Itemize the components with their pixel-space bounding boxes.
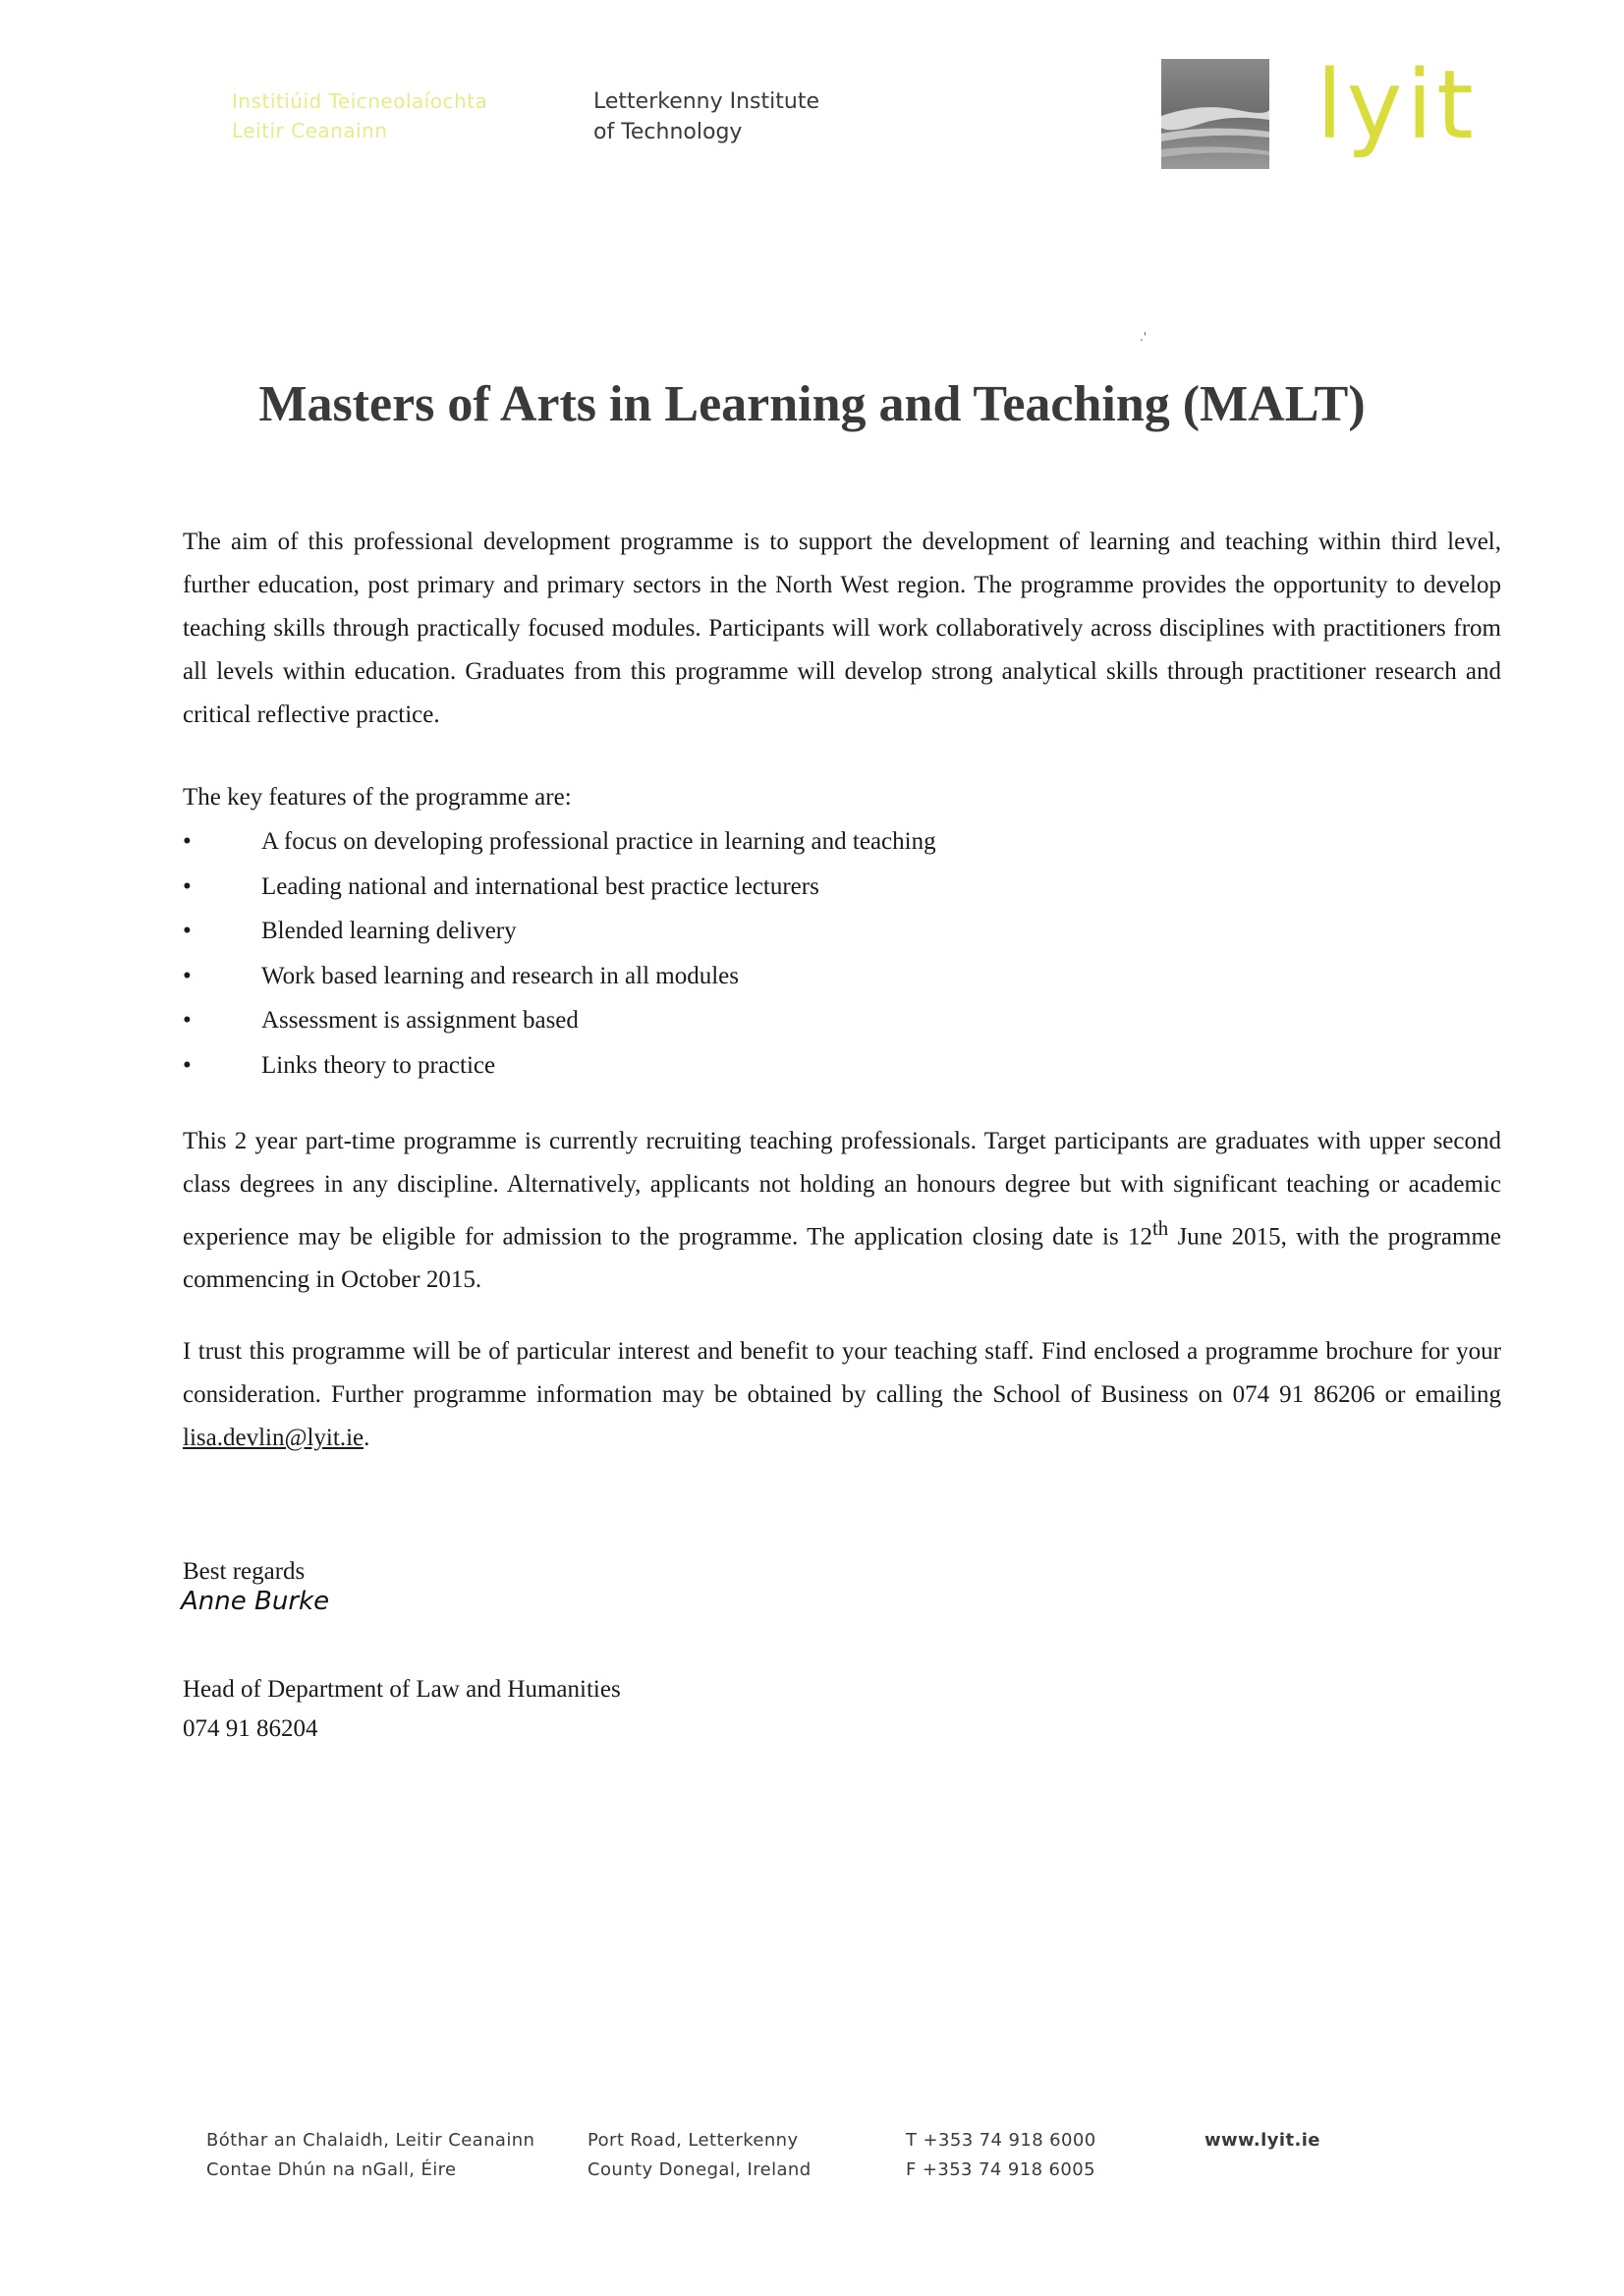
bullet: •	[183, 828, 192, 855]
intro-paragraph: The aim of this professional development programme is to support the development of learning and teaching within third level, further education, post primary and primary sectors in the North West region. The programme provides the opportunity to develop teaching skills through practically focused modules. Participants will work collaboratively across disciplines with practitioners from all levels within education. Graduates from this programme will develop strong analytical skills through practitioner research and critical reflective practice.	[183, 529, 1501, 728]
signatory-title: Head of Department of Law and Humanities	[183, 1676, 621, 1703]
feature-text: Work based learning and research in all modules	[261, 962, 740, 989]
recruitment-text: This 2 year part-time programme is currently recruiting teaching professionals. Target participants are graduates with upper second class degrees in any discipline. Alternatively, applicants not holding an honours degree but with significant teaching or academic experience may be eligible for admission to the programme. The application closing date is 12	[183, 1128, 1501, 1251]
signatory-phone: 074 91 86204	[183, 1715, 318, 1742]
recruitment-paragraph	[183, 1120, 1501, 1302]
footer-address-line1: Port Road, Letterkenny	[588, 2130, 799, 2151]
stray-mark: .'	[1140, 330, 1148, 344]
recruitment-text-end: June 2015, with the programme commencing in October 2015.	[183, 1223, 1501, 1294]
list-item	[183, 819, 1263, 865]
footer-fax: F +353 74 918 6005	[906, 2159, 1095, 2180]
lyit-logo-word: lyit	[1316, 50, 1478, 160]
feature-text: A focus on developing professional practice in learning and teaching	[261, 828, 936, 855]
footer-website	[1204, 2126, 1320, 2156]
signature: Anne Burke	[181, 1587, 330, 1616]
irish-institute-name	[232, 86, 546, 145]
features-list	[183, 819, 1263, 1088]
ordinal-suffix: th	[1152, 1216, 1169, 1240]
contact-end: .	[364, 1425, 370, 1451]
email-link[interactable]: lisa.devlin@lyit.ie	[183, 1425, 364, 1451]
institute-name-line1: Letterkenny Institute	[593, 89, 819, 114]
signatory-block	[183, 1670, 1501, 1749]
footer-address-line2: County Donegal, Ireland	[588, 2159, 812, 2180]
bullet: •	[183, 918, 192, 944]
list-item	[183, 909, 1263, 954]
irish-name-line2: Leitir Ceanainn	[232, 119, 388, 142]
list-item	[183, 1043, 1263, 1089]
document-title: Masters of Arts in Learning and Teaching (MALT)	[258, 376, 1366, 432]
institute-name	[593, 86, 819, 147]
bullet: •	[183, 1007, 192, 1034]
list-item	[183, 998, 1263, 1043]
feature-text: Assessment is assignment based	[261, 1007, 579, 1034]
closing: Best regards	[183, 1558, 306, 1585]
lyit-logo-mark	[1161, 59, 1269, 169]
list-item	[183, 865, 1263, 910]
feature-text: Blended learning delivery	[261, 918, 517, 944]
footer-address	[588, 2126, 812, 2185]
institute-name-line2: of Technology	[593, 120, 743, 144]
website-link[interactable]: www.lyit.ie	[1204, 2130, 1320, 2151]
feature-text: Links theory to practice	[261, 1051, 496, 1079]
footer-irish-address-line2: Contae Dhún na nGall, Éire	[206, 2159, 457, 2180]
features-intro: The key features of the programme are:	[183, 784, 572, 811]
irish-name-line1: Institiúid Teicneolaíochta	[232, 89, 488, 113]
footer-irish-address	[206, 2126, 534, 2185]
footer-contact	[906, 2126, 1096, 2185]
bullet: •	[183, 1051, 192, 1079]
list-item	[183, 954, 1263, 999]
contact-text: I trust this programme will be of particular interest and benefit to your teaching staff. Find enclosed a programme brochure for your consideration. Further programme information may be obtained by calling the School of Business on 074 91 86206 or emailing	[183, 1338, 1501, 1408]
bullet: •	[183, 872, 192, 900]
footer-irish-address-line1: Bóthar an Chalaidh, Leitir Ceanainn	[206, 2130, 535, 2151]
footer-phone: T +353 74 918 6000	[906, 2130, 1096, 2151]
bullet: •	[183, 962, 192, 989]
feature-text: Leading national and international best practice lecturers	[261, 872, 819, 900]
contact-paragraph	[183, 1330, 1501, 1460]
